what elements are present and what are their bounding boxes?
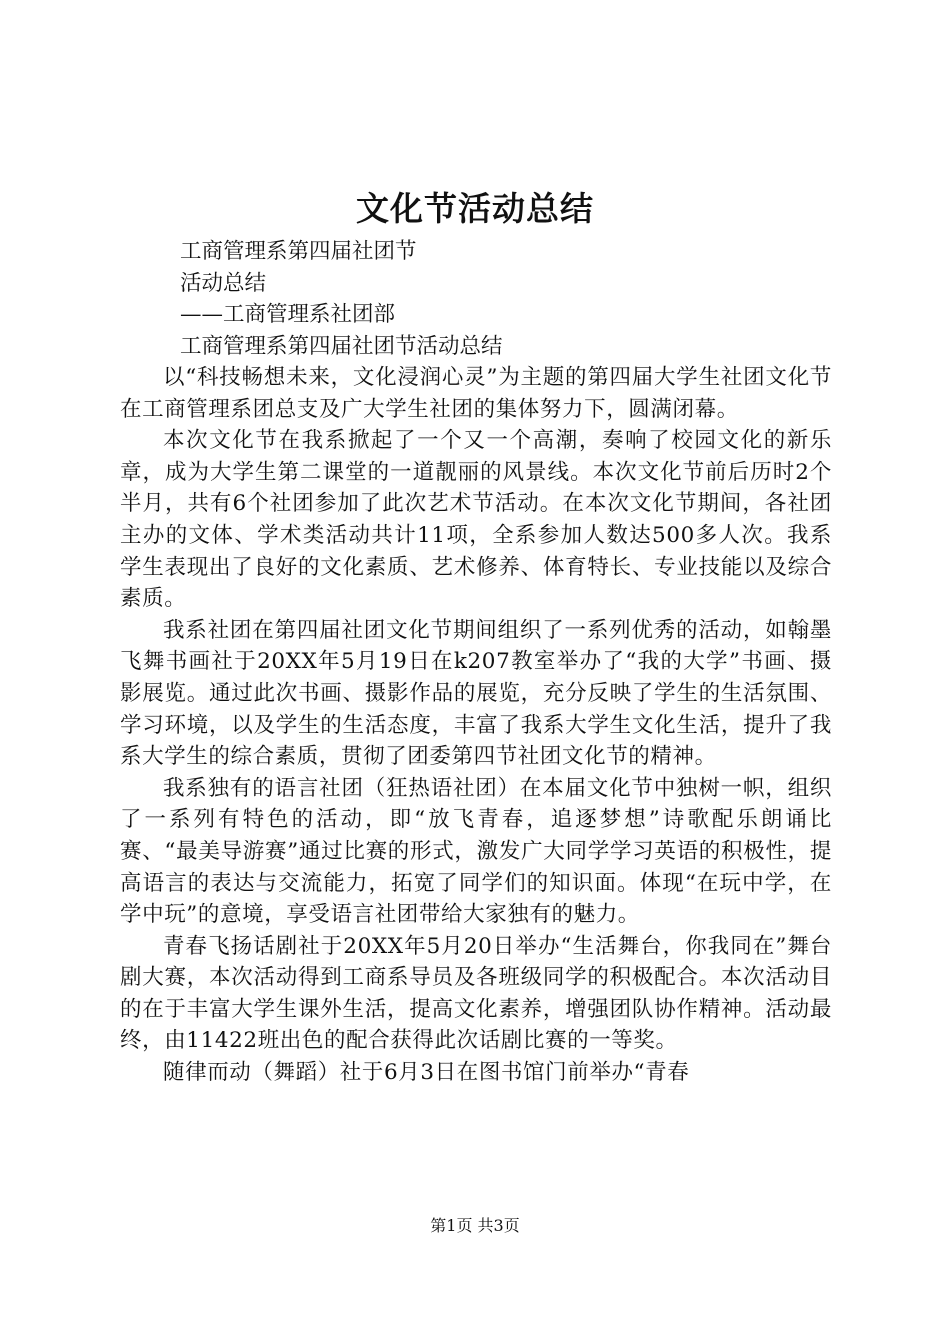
paragraph: 我系社团在第四届社团文化节期间组织了一系列优秀的活动，如翰墨飞舞书画社于20XX年5月19日在k207教室举办了“我的大学”书画、摄影展览。通过此次书画、摄影作品的展览，充分反映了学生的生活氛围、学习环境，以及学生的生活态度，丰富了我系大学生文化生活，提升了我系大学生的综合素质，贯彻了团委第四节社团文化节的精神。 [120,617,832,770]
header-line: 工商管理系第四届社团节 [180,239,417,264]
header-line: ——工商管理系社团部 [180,302,396,327]
header-line: 工商管理系第四届社团节活动总结 [180,333,503,359]
paragraph: 以“科技畅想未来，文化浸润心灵”为主题的第四届大学生社团文化节在工商管理系团总支及广大学生社团的集体努力下，圆满闭幕。 [120,365,832,422]
page-footer: 第1页 共3页 [430,1216,520,1235]
header-line: 活动总结 [180,270,267,296]
document-body [120,236,832,1089]
paragraph: 随律而动（舞蹈）社于6月3日在图书馆门前举办“青春 [163,1060,690,1086]
paragraph: 青春飞扬话剧社于20XX年5月20日举办“生活舞台，你我同在”舞台剧大赛，本次活动得到工商系导员及各班级同学的积极配合。本次活动目的在于丰富大学生课外生活，提高文化素养，增强团队协作精神。活动最终，由11422班出色的配合获得此次话剧比赛的一等奖。 [120,933,832,1054]
paragraph: 本次文化节在我系掀起了一个又一个高潮，奏响了校园文化的新乐章，成为大学生第二课堂的一道靓丽的风景线。本次文化节前后历时2个半月，共有6个社团参加了此次艺术节活动。在本次文化节期间，各社团主办的文体、学术类活动共计11项，全系参加人数达500多人次。我系学生表现出了良好的文化素质、艺术修养、体育特长、专业技能以及综合素质。 [120,428,832,612]
paragraph: 我系独有的语言社团（狂热语社团）在本届文化节中独树一帜，组织了一系列有特色的活动，即“放飞青春，追逐梦想”诗歌配乐朗诵比赛、“最美导游赛”通过比赛的形式，激发广大同学学习英语的积极性，提高语言的表达与交流能力，拓宽了同学们的知识面。体现“在玩中学，在学中玩”的意境，享受语言社团带给大家独有的魅力。 [120,775,832,928]
document-title: 文化节活动总结 [356,189,594,228]
